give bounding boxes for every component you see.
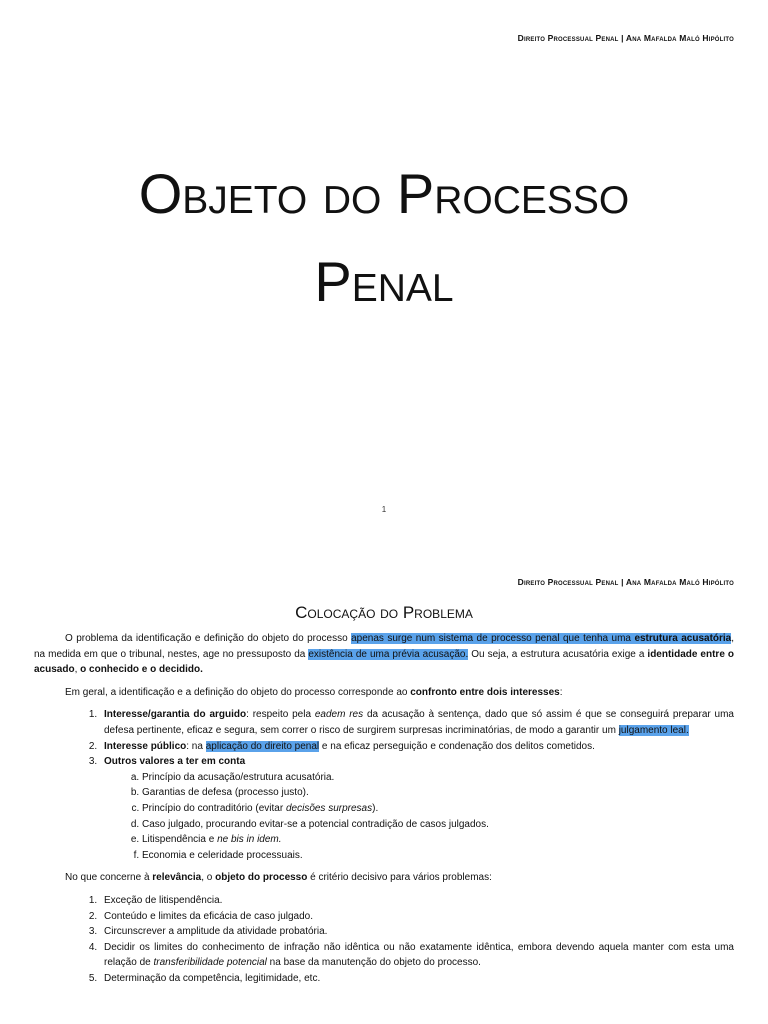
text: , o [201,872,216,884]
list-item: d. Caso julgado, procurando evitar-se a potencial contradição de casos julgados. [142,817,734,833]
highlight: aplicação do direito penal [205,740,320,752]
italic-text: ne bis in idem. [217,834,282,846]
bold-text: Interesse público [104,740,187,752]
list-item: a. Princípio da acusação/estrutura acusatória. [142,770,734,786]
list-item [100,739,734,755]
list-item: b. Garantias de defesa (processo justo). [142,785,734,801]
text: , na medida em que o tribunal, nestes, age no pressuposto da [34,633,735,660]
list-item [100,940,734,971]
paragraph-relevance [34,870,734,886]
bold-text: identidade entre o acusado [34,648,735,676]
list-item: f. Economia e celeridade processuais. [142,848,734,864]
list-item [100,707,734,738]
text: Decidir os limites do conhecimento de infração não idêntica ou não exatamente idêntica, embora devendo aquela manter com esta uma relação de [104,941,734,969]
highlight [351,633,731,644]
paragraph-intro [34,631,734,678]
highlight: existência de uma prévia acusação. [308,648,469,660]
text: Princípio do contraditório (evitar [142,802,286,814]
list-item: 1. Exceção de litispendência. [100,893,734,909]
list-item: 5. Determinação da competência, legitimidade, etc. [100,971,734,987]
text: da acusação à sentença, dado que só assim é que se conseguirá preparar uma defesa pertinente, eficaz e segura, sem correr o risco de surgirem surpresas incriminatórias, de modo a garantir um [104,709,734,736]
bold-text: relevância [152,872,202,884]
text: No que concerne à [65,872,153,884]
bold-text: Interesse/garantia do arguido [104,709,247,721]
values-sublist [104,770,734,864]
text: , [74,664,81,676]
cover-title [0,150,768,326]
text: : respeito pela [246,709,315,721]
running-header: Direito Processual Penal | Ana Mafalda Maló Hipólito [517,33,734,43]
interests-list [34,707,734,863]
list-item [142,801,734,817]
text: é critério decisivo para vários problemas: [307,872,492,884]
bold-text: confronto entre dois interesses [410,686,560,698]
list-item [142,832,734,848]
text: O problema da identificação e definição do objeto do processo [65,633,352,644]
running-header: Direito Processual Penal | Ana Mafalda Maló Hipólito [517,577,734,587]
italic-text: decisões surpresas [285,802,373,814]
cover-title-line-1: Objeto do Processo [138,162,630,225]
highlight-bold-text: estrutura acusatória [634,633,732,644]
section-title: Colocação do Problema [295,603,473,622]
text: e na eficaz perseguição e condenação dos delitos cometidos. [319,740,595,752]
bold-text: o conhecido e o decidido. [80,664,203,676]
text: Em geral, a identificação e a definição do objeto do processo corresponde ao [65,686,411,698]
italic-text: eadem res [314,709,364,721]
page-number: 1 [381,505,387,514]
cover-title-line-2: Penal [314,250,454,313]
paragraph-interests [34,685,734,701]
highlight: julgamento leal. [618,724,689,736]
text: : na [186,740,206,752]
list-item [100,754,734,863]
list-item: 2. Conteúdo e limites da eficácia de caso julgado. [100,909,734,925]
italic-text: transferibilidade potencial [153,957,267,969]
problems-list [34,893,734,987]
highlight-text: apenas surge num sistema de processo penal que tenha uma [351,633,635,644]
document-body [34,631,734,986]
bold-text: objeto do processo [215,872,308,884]
list-item: 3. Circunscrever a amplitude da atividade probatória. [100,924,734,940]
bold-text: Outros valores a ter em conta [104,756,246,768]
text: Ou seja, a estrutura acusatória exige a [468,648,648,660]
text: ). [372,802,379,814]
text: : [559,686,563,698]
text: Litispendência e [142,834,218,846]
text: na base da manutenção do objeto do processo. [266,957,481,969]
